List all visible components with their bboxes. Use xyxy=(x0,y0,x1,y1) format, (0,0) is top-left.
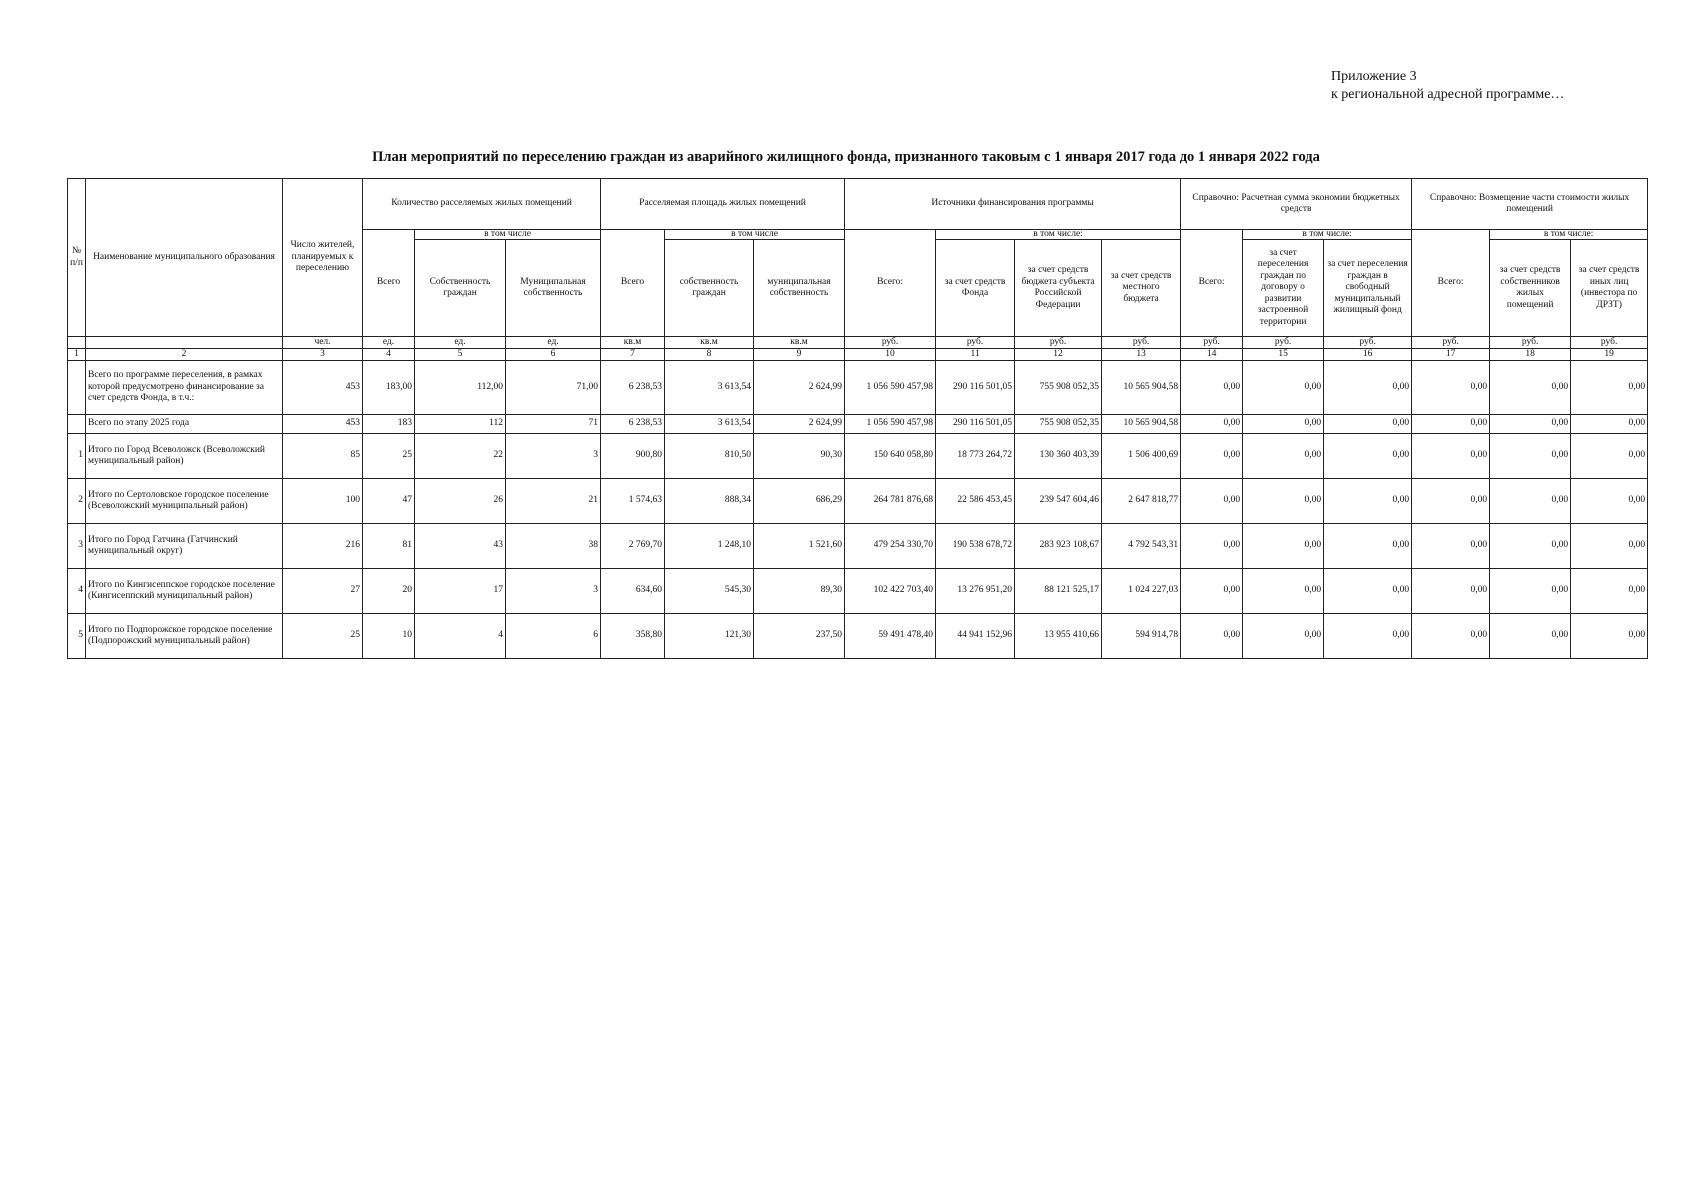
header-group-savings: Справочно: Расчетная сумма экономии бюджетных средств xyxy=(1181,179,1412,230)
row-value: 0,00 xyxy=(1571,434,1648,479)
table-row xyxy=(68,415,1648,434)
row-value: 0,00 xyxy=(1490,524,1571,569)
row-value: 810,50 xyxy=(665,434,754,479)
row-value: 900,80 xyxy=(601,434,665,479)
header-compensation-owners: за счет средств собственников жилых помещений xyxy=(1490,240,1571,337)
row-value: 0,00 xyxy=(1243,361,1324,415)
row-value: 2 624,99 xyxy=(754,415,845,434)
row-value: 283 923 108,67 xyxy=(1015,524,1102,569)
unit-cell: чел. xyxy=(283,337,363,349)
row-value: 85 xyxy=(283,434,363,479)
table-row xyxy=(68,614,1648,659)
row-value: 20 xyxy=(363,569,415,614)
header-finance-subject: за счет средств бюджета субъекта Российской Федерации xyxy=(1015,240,1102,337)
appendix-line-1: Приложение 3 xyxy=(1331,69,1417,84)
table-row xyxy=(68,524,1648,569)
row-value: 112 xyxy=(415,415,506,434)
row-value: 594 914,78 xyxy=(1102,614,1181,659)
column-number-cell: 16 xyxy=(1324,349,1412,361)
row-value: 190 538 678,72 xyxy=(936,524,1015,569)
header-compensation-total: Всего: xyxy=(1412,230,1490,337)
appendix-note xyxy=(1331,68,1564,104)
unit-cell: руб. xyxy=(1571,337,1648,349)
row-value: 10 565 904,58 xyxy=(1102,361,1181,415)
row-value: 2 647 818,77 xyxy=(1102,479,1181,524)
row-value: 13 955 410,66 xyxy=(1015,614,1102,659)
row-value: 0,00 xyxy=(1243,434,1324,479)
column-number-cell: 18 xyxy=(1490,349,1571,361)
row-value: 358,80 xyxy=(601,614,665,659)
column-numbers-row xyxy=(68,349,1648,361)
header-rooms-total: Всего xyxy=(363,230,415,337)
row-municipality-name: Итого по Подпорожское городское поселение (Подпорожский муниципальный район) xyxy=(86,614,283,659)
unit-cell xyxy=(86,337,283,349)
column-number-cell: 11 xyxy=(936,349,1015,361)
header-finance-fund: за счет средств Фонда xyxy=(936,240,1015,337)
row-value: 2 769,70 xyxy=(601,524,665,569)
row-value: 755 908 052,35 xyxy=(1015,415,1102,434)
row-value: 216 xyxy=(283,524,363,569)
row-value: 0,00 xyxy=(1324,479,1412,524)
column-number-cell: 17 xyxy=(1412,349,1490,361)
header-compensation-other: за счет средств иных лиц (инвестора по ДРЗТ) xyxy=(1571,240,1648,337)
row-value: 0,00 xyxy=(1243,415,1324,434)
row-value: 88 121 525,17 xyxy=(1015,569,1102,614)
row-value: 0,00 xyxy=(1243,614,1324,659)
table-row xyxy=(68,569,1648,614)
row-value: 44 941 152,96 xyxy=(936,614,1015,659)
row-value: 0,00 xyxy=(1490,614,1571,659)
column-number-cell: 1 xyxy=(68,349,86,361)
row-value: 150 640 058,80 xyxy=(845,434,936,479)
unit-cell: руб. xyxy=(1412,337,1490,349)
header-rooms-municipal: Муниципальная собственность xyxy=(506,240,601,337)
row-value: 81 xyxy=(363,524,415,569)
row-value: 3 613,54 xyxy=(665,415,754,434)
row-value: 290 116 501,05 xyxy=(936,361,1015,415)
row-value: 264 781 876,68 xyxy=(845,479,936,524)
row-value: 1 506 400,69 xyxy=(1102,434,1181,479)
row-value: 27 xyxy=(283,569,363,614)
row-value: 21 xyxy=(506,479,601,524)
row-value: 17 xyxy=(415,569,506,614)
row-value: 25 xyxy=(283,614,363,659)
column-number-cell: 8 xyxy=(665,349,754,361)
header-area-municipal: муниципальная собственность xyxy=(754,240,845,337)
row-value: 0,00 xyxy=(1324,434,1412,479)
row-value: 0,00 xyxy=(1571,524,1648,569)
row-value: 112,00 xyxy=(415,361,506,415)
row-value: 89,30 xyxy=(754,569,845,614)
header-group-area: Расселяемая площадь жилых помещений xyxy=(601,179,845,230)
unit-cell: руб. xyxy=(1181,337,1243,349)
table-row xyxy=(68,479,1648,524)
table-row xyxy=(68,434,1648,479)
row-value: 1 056 590 457,98 xyxy=(845,361,936,415)
header-savings-free: за счет переселения граждан в свободный муниципальный жилищный фонд xyxy=(1324,240,1412,337)
row-value: 545,30 xyxy=(665,569,754,614)
row-value: 0,00 xyxy=(1412,434,1490,479)
row-municipality-name: Всего по этапу 2025 года xyxy=(86,415,283,434)
row-value: 479 254 330,70 xyxy=(845,524,936,569)
row-value: 59 491 478,40 xyxy=(845,614,936,659)
row-value: 22 xyxy=(415,434,506,479)
row-number: 3 xyxy=(68,524,86,569)
table-row xyxy=(68,361,1648,415)
unit-cell: руб. xyxy=(936,337,1015,349)
table-body xyxy=(68,337,1648,659)
row-value: 0,00 xyxy=(1243,569,1324,614)
header-group-rooms: Количество расселяемых жилых помещений xyxy=(363,179,601,230)
header-num: № п/п xyxy=(68,179,86,337)
unit-cell: кв.м xyxy=(601,337,665,349)
row-value: 4 xyxy=(415,614,506,659)
row-value: 43 xyxy=(415,524,506,569)
unit-cell: ед. xyxy=(363,337,415,349)
row-number: 4 xyxy=(68,569,86,614)
header-savings-contract: за счет переселения граждан по договору о развитии застроенной территории xyxy=(1243,240,1324,337)
row-number: 5 xyxy=(68,614,86,659)
row-value: 38 xyxy=(506,524,601,569)
unit-cell: руб. xyxy=(845,337,936,349)
row-value: 0,00 xyxy=(1571,415,1648,434)
row-value: 0,00 xyxy=(1412,614,1490,659)
row-value: 0,00 xyxy=(1490,434,1571,479)
row-value: 0,00 xyxy=(1571,569,1648,614)
row-value: 0,00 xyxy=(1571,614,1648,659)
document-title: План мероприятий по переселению граждан из аварийного жилищного фонда, признанного таковым с 1 января 2017 года до 1 января 2022 года xyxy=(372,149,1320,165)
row-value: 183 xyxy=(363,415,415,434)
header-savings-total: Всего: xyxy=(1181,230,1243,337)
row-value: 686,29 xyxy=(754,479,845,524)
row-value: 10 xyxy=(363,614,415,659)
unit-cell: руб. xyxy=(1102,337,1181,349)
appendix-line-2: к региональной адресной программе… xyxy=(1331,87,1565,102)
row-value: 0,00 xyxy=(1412,569,1490,614)
row-value: 0,00 xyxy=(1181,479,1243,524)
column-number-cell: 12 xyxy=(1015,349,1102,361)
row-value: 100 xyxy=(283,479,363,524)
row-value: 239 547 604,46 xyxy=(1015,479,1102,524)
row-municipality-name: Итого по Город Гатчина (Гатчинский муниципальный округ) xyxy=(86,524,283,569)
unit-cell xyxy=(68,337,86,349)
header-residents: Число жителей, планируемых к переселению xyxy=(283,179,363,337)
row-value: 0,00 xyxy=(1181,614,1243,659)
row-value: 0,00 xyxy=(1490,479,1571,524)
row-value: 888,34 xyxy=(665,479,754,524)
unit-cell: руб. xyxy=(1015,337,1102,349)
unit-cell: руб. xyxy=(1324,337,1412,349)
row-value: 0,00 xyxy=(1571,479,1648,524)
row-value: 0,00 xyxy=(1412,361,1490,415)
column-number-cell: 4 xyxy=(363,349,415,361)
row-value: 1 248,10 xyxy=(665,524,754,569)
row-value: 755 908 052,35 xyxy=(1015,361,1102,415)
row-value: 0,00 xyxy=(1571,361,1648,415)
header-savings-incl: в том числе: xyxy=(1243,230,1412,240)
column-number-cell: 10 xyxy=(845,349,936,361)
row-value: 0,00 xyxy=(1412,479,1490,524)
row-value: 0,00 xyxy=(1243,479,1324,524)
row-municipality-name: Итого по Сертоловское городское поселение (Всеволожский муниципальный район) xyxy=(86,479,283,524)
row-value: 18 773 264,72 xyxy=(936,434,1015,479)
row-value: 453 xyxy=(283,415,363,434)
row-value: 237,50 xyxy=(754,614,845,659)
row-value: 0,00 xyxy=(1412,524,1490,569)
header-name: Наименование муниципального образования xyxy=(86,179,283,337)
row-value: 0,00 xyxy=(1181,415,1243,434)
unit-cell: руб. xyxy=(1490,337,1571,349)
row-value: 26 xyxy=(415,479,506,524)
row-value: 290 116 501,05 xyxy=(936,415,1015,434)
column-number-cell: 3 xyxy=(283,349,363,361)
row-number xyxy=(68,415,86,434)
row-value: 6 238,53 xyxy=(601,415,665,434)
row-value: 4 792 543,31 xyxy=(1102,524,1181,569)
row-value: 634,60 xyxy=(601,569,665,614)
row-value: 183,00 xyxy=(363,361,415,415)
column-number-cell: 5 xyxy=(415,349,506,361)
row-value: 0,00 xyxy=(1324,614,1412,659)
row-value: 25 xyxy=(363,434,415,479)
row-value: 0,00 xyxy=(1324,415,1412,434)
unit-cell: ед. xyxy=(506,337,601,349)
row-value: 22 586 453,45 xyxy=(936,479,1015,524)
unit-cell: кв.м xyxy=(665,337,754,349)
row-value: 10 565 904,58 xyxy=(1102,415,1181,434)
header-finance-total: Всего: xyxy=(845,230,936,337)
row-value: 71 xyxy=(506,415,601,434)
header-compensation-incl: в том числе: xyxy=(1490,230,1648,240)
row-municipality-name: Итого по Город Всеволожск (Всеволожский муниципальный район) xyxy=(86,434,283,479)
row-number xyxy=(68,361,86,415)
row-value: 0,00 xyxy=(1412,415,1490,434)
row-value: 0,00 xyxy=(1243,524,1324,569)
column-number-cell: 13 xyxy=(1102,349,1181,361)
row-value: 0,00 xyxy=(1490,361,1571,415)
column-number-cell: 7 xyxy=(601,349,665,361)
row-number: 2 xyxy=(68,479,86,524)
row-value: 1 056 590 457,98 xyxy=(845,415,936,434)
units-row xyxy=(68,337,1648,349)
row-value: 3 613,54 xyxy=(665,361,754,415)
row-value: 0,00 xyxy=(1324,524,1412,569)
row-value: 0,00 xyxy=(1181,524,1243,569)
column-number-cell: 9 xyxy=(754,349,845,361)
row-value: 3 xyxy=(506,434,601,479)
unit-cell: руб. xyxy=(1243,337,1324,349)
resettlement-plan-table xyxy=(67,178,1648,659)
row-value: 47 xyxy=(363,479,415,524)
column-number-cell: 15 xyxy=(1243,349,1324,361)
header-area-citizens: собственность граждан xyxy=(665,240,754,337)
row-number: 1 xyxy=(68,434,86,479)
header-rooms-citizens: Собственность граждан xyxy=(415,240,506,337)
row-value: 0,00 xyxy=(1181,434,1243,479)
row-value: 102 422 703,40 xyxy=(845,569,936,614)
row-value: 0,00 xyxy=(1324,569,1412,614)
row-value: 1 521,60 xyxy=(754,524,845,569)
row-value: 121,30 xyxy=(665,614,754,659)
unit-cell: ед. xyxy=(415,337,506,349)
row-municipality-name: Всего по программе переселения, в рамках которой предусмотрено финансирование за счет средств Фонда, в т.ч.: xyxy=(86,361,283,415)
row-municipality-name: Итого по Кингисеппское городское поселение (Кингисеппский муниципальный район) xyxy=(86,569,283,614)
column-number-cell: 2 xyxy=(86,349,283,361)
header-finance-local: за счет средств местного бюджета xyxy=(1102,240,1181,337)
row-value: 0,00 xyxy=(1181,361,1243,415)
unit-cell: кв.м xyxy=(754,337,845,349)
header-rooms-incl: в том числе xyxy=(415,230,601,240)
row-value: 1 024 227,03 xyxy=(1102,569,1181,614)
row-value: 13 276 951,20 xyxy=(936,569,1015,614)
header-group-finance: Источники финансирования программы xyxy=(845,179,1181,230)
column-number-cell: 19 xyxy=(1571,349,1648,361)
row-value: 2 624,99 xyxy=(754,361,845,415)
row-value: 71,00 xyxy=(506,361,601,415)
row-value: 6 238,53 xyxy=(601,361,665,415)
row-value: 1 574,63 xyxy=(601,479,665,524)
column-number-cell: 6 xyxy=(506,349,601,361)
row-value: 0,00 xyxy=(1490,415,1571,434)
column-number-cell: 14 xyxy=(1181,349,1243,361)
row-value: 90,30 xyxy=(754,434,845,479)
row-value: 3 xyxy=(506,569,601,614)
row-value: 0,00 xyxy=(1181,569,1243,614)
row-value: 130 360 403,39 xyxy=(1015,434,1102,479)
header-area-total: Всего xyxy=(601,230,665,337)
header-finance-incl: в том числе: xyxy=(936,230,1181,240)
row-value: 0,00 xyxy=(1324,361,1412,415)
header-group-compensation: Справочно: Возмещение части стоимости жилых помещений xyxy=(1412,179,1648,230)
row-value: 6 xyxy=(506,614,601,659)
header-area-incl: в том числе xyxy=(665,230,845,240)
row-value: 453 xyxy=(283,361,363,415)
row-value: 0,00 xyxy=(1490,569,1571,614)
